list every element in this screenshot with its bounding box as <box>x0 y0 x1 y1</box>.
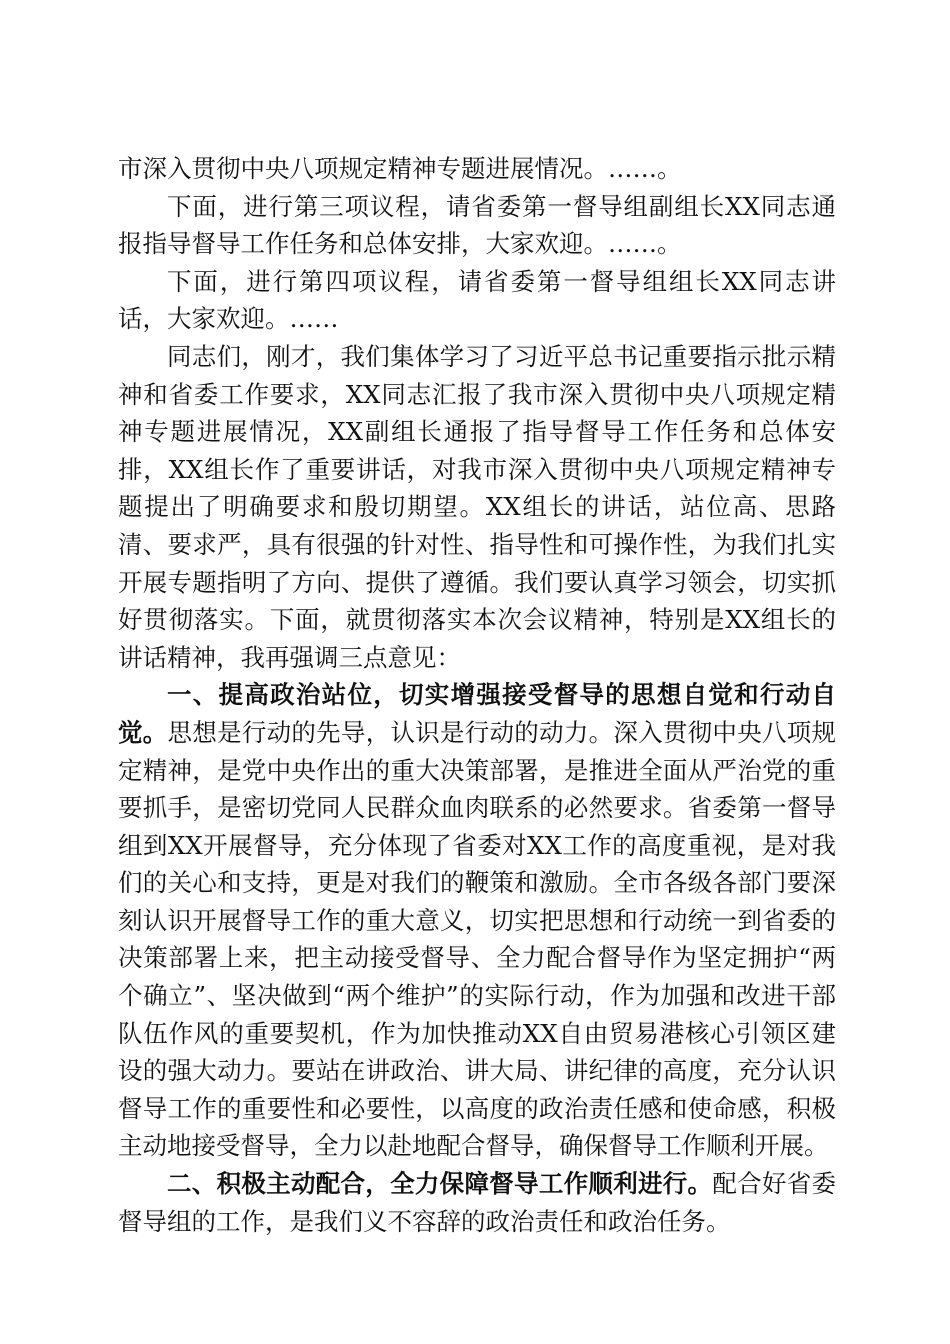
paragraph-1-text: 市深入贯彻中央八项规定精神专题进展情况。……。 <box>118 154 682 183</box>
paragraph-2 <box>118 188 836 263</box>
paragraph-3 <box>118 263 836 338</box>
paragraph-6 <box>118 1165 836 1240</box>
paragraph-3-text: 下面，进行第四项议程，请省委第一督导组组长XX同志讲话，大家欢迎。…… <box>118 266 836 334</box>
paragraph-1 <box>118 150 836 188</box>
paragraph-5 <box>118 676 836 1165</box>
section-heading-2: 二、积极主动配合，全力保障督导工作顺利进行。 <box>167 1169 713 1199</box>
paragraph-2-text: 下面，进行第三项议程，请省委第一督导组副组长XX同志通报指导督导工作任务和总体安排，大家欢迎。……。 <box>118 191 836 259</box>
document-page <box>118 150 836 1240</box>
paragraph-5-text: 思想是行动的先导，认识是行动的动力。深入贯彻中央八项规定精神，是党中央作出的重大决策部署，是推进全面从严治党的重要抓手，是密切党同人民群众血肉联系的必然要求。省委第一督导组到XX开展督导，充分体现了省委对XX工作的高度重视，是对我们的关心和支持，更是对我们的鞭策和激励。全市各级各部门要深刻认识开展督导工作的重大意义，切实把思想和行动统一到省委的决策部署上来，把主动接受督导、全力配合督导作为坚定拥护“两个确立”、坚决做到“两个维护”的实际行动，作为加强和改进干部队伍作风的重要契机，作为加快推动XX自由贸易港核心引领区建设的强大动力。要站在讲政治、讲大局、讲纪律的高度，充分认识督导工作的重要性和必要性，以高度的政治责任感和使命感，积极主动地接受督导，全力以赴地配合督导，确保督导工作顺利开展。 <box>118 717 837 1161</box>
paragraph-4 <box>118 338 836 676</box>
section-heading-1: 一、提高政治站位，切实增强接受督导的思想自觉和行动自觉。 <box>118 680 836 747</box>
paragraph-4-text: 同志们，刚才，我们集体学习了习近平总书记重要指示批示精神和省委工作要求，XX同志汇报了我市深入贯彻中央八项规定精神专题进展情况，XX副组长通报了指导督导工作任务和总体安排，XX组长作了重要讲话，对我市深入贯彻中央八项规定精神专题提出了明确要求和殷切期望。XX组长的讲话，站位高、思路清、要求严，具有很强的针对性、指导性和可操作性，为我们扎实开展专题指明了方向、提供了遵循。我们要认真学习领会，切实抓好贯彻落实。下面，就贯彻落实本次会议精神，特别是XX组长的讲话精神，我再强调三点意见： <box>118 341 836 672</box>
paragraph-6-text: 配合好省委督导组的工作，是我们义不容辞的政治责任和政治任务。 <box>118 1169 836 1236</box>
